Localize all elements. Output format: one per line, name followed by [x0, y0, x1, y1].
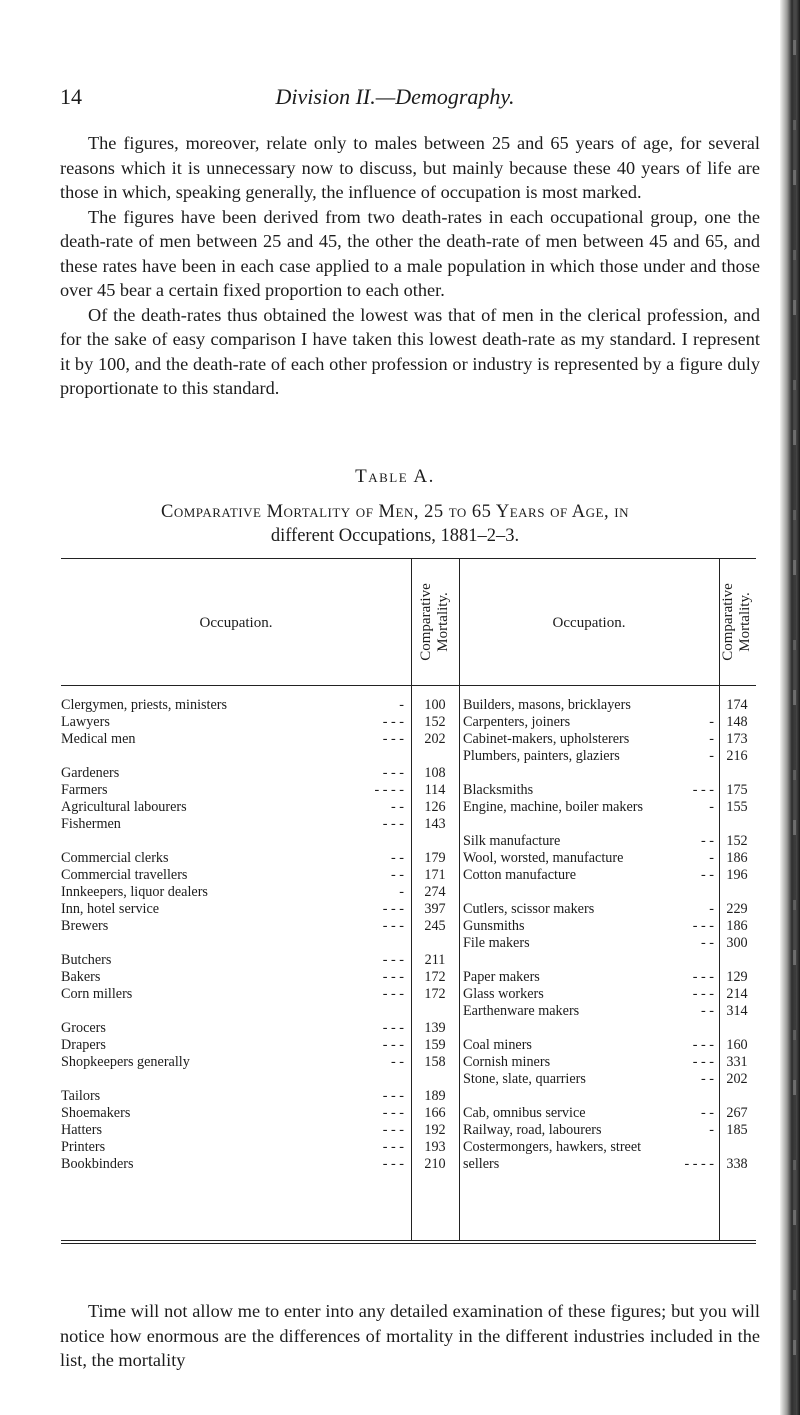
occupation-cell: Stone, slate, quarriers	[463, 1071, 586, 1087]
mortality-value-cell: 189	[424, 1088, 446, 1104]
occupation-cell: Bookbinders	[61, 1156, 134, 1172]
table-bottom-rule	[61, 1240, 756, 1241]
mortality-value-cell: 193	[424, 1139, 446, 1155]
occupation-cell: Bakers	[61, 969, 101, 985]
mortality-value-cell: 175	[726, 782, 748, 798]
occupation-cell: Carpenters, joiners	[463, 714, 571, 730]
leader-dashes: -	[399, 884, 404, 900]
leader-dashes: -	[709, 748, 714, 764]
occupation-cell: Commercial clerks	[61, 850, 169, 866]
table-row	[0, 968, 800, 986]
leader-dashes: - - -	[382, 1139, 404, 1155]
mortality-value-cell: 192	[424, 1122, 446, 1138]
table-row	[0, 849, 800, 867]
leader-dashes: - - -	[382, 1105, 404, 1121]
table-subtitle-line-2: different Occupations, 1881–2–3.	[270, 526, 520, 546]
mortality-value-cell: 159	[424, 1037, 446, 1053]
table-row	[0, 1036, 800, 1054]
leader-dashes: -	[399, 697, 404, 713]
left-occupation-header: Occupation.	[199, 615, 273, 631]
occupation-cell: Fishermen	[61, 816, 121, 832]
table-row	[0, 951, 800, 969]
occupation-cell: Shoemakers	[61, 1105, 131, 1121]
leader-dashes: - - -	[692, 1054, 714, 1070]
closing-paragraph: Time will not allow me to enter into any detailed examination of these figures; but you will notice how enormous are the differences of mortality in the different industries included in the list, the mortality	[60, 1301, 760, 1370]
leader-dashes: - - -	[382, 918, 404, 934]
mortality-value-cell: 166	[424, 1105, 446, 1121]
occupation-cell: Cutlers, scissor makers	[463, 901, 595, 917]
occupation-cell: Gardeners	[61, 765, 120, 781]
mortality-value-cell: 274	[424, 884, 446, 900]
mortality-value-cell: 338	[726, 1156, 748, 1172]
mortality-value-cell: 216	[726, 748, 748, 764]
mortality-value-cell: 186	[726, 918, 748, 934]
mortality-value-cell: 314	[726, 1003, 748, 1019]
occupation-cell: Wool, worsted, manufacture	[463, 850, 624, 866]
mortality-value-cell: 114	[424, 782, 446, 798]
mortality-value-cell: 202	[424, 731, 446, 747]
leader-dashes: - - -	[382, 1088, 404, 1104]
table-row	[0, 883, 800, 901]
mortality-value-cell: 160	[726, 1037, 748, 1053]
table-row	[0, 815, 800, 833]
leader-dashes: - -	[391, 799, 404, 815]
leader-dashes: - -	[391, 1054, 404, 1070]
table-row	[0, 934, 800, 952]
leader-dashes: - -	[701, 1105, 714, 1121]
leader-dashes: - - -	[692, 918, 714, 934]
occupation-cell: Cabinet-makers, upholsterers	[463, 731, 630, 747]
leader-dashes: -	[709, 799, 714, 815]
leader-dashes: - - -	[692, 986, 714, 1002]
mortality-value-cell: 139	[424, 1020, 446, 1036]
mortality-value-cell: 129	[726, 969, 748, 985]
mortality-value-cell: 143	[424, 816, 446, 832]
mortality-value-cell: 210	[424, 1156, 446, 1172]
occupation-cell: Paper makers	[463, 969, 540, 985]
table-row	[0, 1002, 800, 1020]
mortality-value-cell: 155	[726, 799, 748, 815]
mortality-value-cell: 397	[424, 901, 446, 917]
mortality-value-cell: 267	[726, 1105, 748, 1121]
mortality-value-cell: 245	[424, 918, 446, 934]
table-row	[0, 917, 800, 935]
leader-dashes: -	[709, 850, 714, 866]
occupation-cell: Tailors	[61, 1088, 101, 1104]
table-row	[0, 1121, 800, 1139]
occupation-cell: Commercial travellers	[61, 867, 188, 883]
leader-dashes: - - - -	[374, 782, 404, 798]
table-row	[0, 985, 800, 1003]
occupation-cell: Agricultural labourers	[61, 799, 187, 815]
table-row	[0, 1104, 800, 1122]
intro-text	[60, 131, 760, 401]
mortality-value-cell: 202	[726, 1071, 748, 1087]
occupation-cell: Medical men	[61, 731, 136, 747]
occupation-cell: Glass workers	[463, 986, 544, 1002]
leader-dashes: - -	[701, 1003, 714, 1019]
occupation-cell: Cab, omnibus service	[463, 1105, 586, 1121]
leader-dashes: - - -	[382, 952, 404, 968]
leader-dashes: - - -	[382, 1156, 404, 1172]
table-row	[0, 1019, 800, 1037]
occupation-cell: Builders, masons, bricklayers	[463, 697, 631, 713]
leader-dashes: - - -	[382, 731, 404, 747]
occupation-cell: Printers	[61, 1139, 106, 1155]
mortality-value-cell: 108	[424, 765, 446, 781]
mortality-value-cell: 211	[424, 952, 446, 968]
table-row	[0, 866, 800, 884]
occupation-cell: Hatters	[61, 1122, 102, 1138]
occupation-cell: Inn, hotel service	[61, 901, 160, 917]
occupation-cell: Cotton manufacture	[463, 867, 577, 883]
mortality-value-cell: 100	[424, 697, 446, 713]
leader-dashes: - - -	[382, 1037, 404, 1053]
leader-dashes: -	[709, 714, 714, 730]
occupation-cell: Lawyers	[61, 714, 110, 730]
table-bottom-rule-2	[61, 1243, 756, 1244]
occupation-cell: Cornish miners	[463, 1054, 551, 1070]
occupation-cell: Gunsmiths	[463, 918, 525, 934]
table-row	[0, 1138, 800, 1156]
table-row	[0, 747, 800, 765]
leader-dashes: - -	[701, 1071, 714, 1087]
leader-dashes: -	[709, 1122, 714, 1138]
table-row	[0, 798, 800, 816]
table-title: Table A.	[355, 466, 435, 487]
intro-paragraph-1: The figures, moreover, relate only to males between 25 and 65 years of age, for several reasons which it is unnecessary now to discuss, but mainly because these 40 years of life are those in which, speaking generally, the influence of occupation is most marked.	[60, 133, 760, 202]
occupation-cell: Grocers	[61, 1020, 106, 1036]
occupation-cell: Corn millers	[61, 986, 133, 1002]
mortality-value-cell: 185	[726, 1122, 748, 1138]
table-row	[0, 696, 800, 714]
leader-dashes: - - -	[692, 969, 714, 985]
table-top-rule	[61, 558, 756, 559]
table-row	[0, 1053, 800, 1071]
mortality-value-cell: 126	[424, 799, 446, 815]
table-row	[0, 1155, 800, 1173]
mortality-value-cell: 173	[726, 731, 748, 747]
mortality-value-cell: 229	[726, 901, 748, 917]
leader-dashes: - - -	[382, 1020, 404, 1036]
leader-dashes: - -	[391, 867, 404, 883]
table-row	[0, 900, 800, 918]
occupation-cell: Innkeepers, liquor dealers	[61, 884, 208, 900]
occupation-cell: Railway, road, labourers	[463, 1122, 602, 1138]
leader-dashes: - - -	[382, 901, 404, 917]
occupation-cell: Butchers	[61, 952, 112, 968]
table-subtitle-line-1: Comparative Mortality of Men, 25 to 65 Years of Age, in	[161, 502, 629, 522]
leader-dashes: - - -	[382, 969, 404, 985]
left-mortality-header: Comparative Mortality.	[418, 583, 451, 661]
leader-dashes: - -	[391, 850, 404, 866]
page-number: 14	[60, 84, 82, 109]
leader-dashes: - - -	[382, 986, 404, 1002]
occupation-cell: sellers	[463, 1156, 500, 1172]
table-header-rule	[61, 685, 756, 686]
occupation-cell: Brewers	[61, 918, 109, 934]
occupation-cell: Farmers	[61, 782, 108, 798]
running-title: Division II.—Demography.	[275, 84, 515, 109]
leader-dashes: - - -	[382, 816, 404, 832]
mortality-value-cell: 331	[726, 1054, 748, 1070]
occupation-cell: File makers	[463, 935, 530, 951]
leader-dashes: - -	[701, 833, 714, 849]
right-occupation-header: Occupation.	[552, 615, 626, 631]
mortality-value-cell: 174	[726, 697, 748, 713]
leader-dashes: - - - -	[684, 1156, 714, 1172]
mortality-value-cell: 172	[424, 969, 446, 985]
leader-dashes: -	[709, 901, 714, 917]
mortality-value-cell: 196	[726, 867, 748, 883]
occupation-cell: Engine, machine, boiler makers	[463, 799, 644, 815]
table-subtitle	[0, 500, 790, 548]
mortality-value-cell: 152	[726, 833, 748, 849]
leader-dashes: - -	[701, 867, 714, 883]
mortality-value-cell: 171	[424, 867, 446, 883]
leader-dashes: - - -	[692, 1037, 714, 1053]
occupation-cell: Coal miners	[463, 1037, 532, 1053]
page-header	[0, 84, 790, 114]
mortality-value-cell: 179	[424, 850, 446, 866]
table-row	[0, 1087, 800, 1105]
occupation-cell: Shopkeepers generally	[61, 1054, 190, 1070]
mortality-value-cell: 186	[726, 850, 748, 866]
leader-dashes: - - -	[382, 1122, 404, 1138]
table-row	[0, 781, 800, 799]
leader-dashes: -	[709, 731, 714, 747]
occupation-cell: Silk manufacture	[463, 833, 561, 849]
mortality-value-cell: 172	[424, 986, 446, 1002]
mortality-value-cell: 214	[726, 986, 748, 1002]
occupation-cell: Blacksmiths	[463, 782, 534, 798]
leader-dashes: - - -	[382, 714, 404, 730]
occupation-cell: Earthenware makers	[463, 1003, 580, 1019]
mortality-value-cell: 158	[424, 1054, 446, 1070]
mortality-value-cell: 300	[726, 935, 748, 951]
leader-dashes: - - -	[692, 782, 714, 798]
leader-dashes: - -	[701, 935, 714, 951]
occupation-cell: Plumbers, painters, glaziers	[463, 748, 620, 764]
occupation-cell: Clergymen, priests, ministers	[61, 697, 228, 713]
occupation-cell: Costermongers, hawkers, street	[463, 1139, 642, 1155]
table-row	[0, 713, 800, 731]
intro-paragraph-3: Of the death-rates thus obtained the lowest was that of men in the clerical profession, and for the sake of easy comparison I have taken this lowest death-rate as my standard. I represent it by 100, and the death-rate of each other profession or industry is represented by a figure duly proportionate to this standard.	[60, 304, 760, 398]
table-row	[0, 832, 800, 850]
mortality-value-cell: 152	[424, 714, 446, 730]
table-row	[0, 1070, 800, 1088]
occupation-cell: Drapers	[61, 1037, 106, 1053]
closing-text	[60, 1299, 760, 1373]
table-row	[0, 764, 800, 782]
intro-paragraph-2: The figures have been derived from two death-rates in each occupational group, one the death-rate of men between 25 and 45, the other the death-rate of men between 45 and 65, and these rates have been in each case applied to a male population in which those under and those over 45 bear a certain fixed proportion to each other.	[60, 206, 760, 300]
leader-dashes: - - -	[382, 765, 404, 781]
right-mortality-header: Comparative Mortality.	[720, 583, 753, 661]
mortality-value-cell: 148	[726, 714, 748, 730]
table-row	[0, 730, 800, 748]
